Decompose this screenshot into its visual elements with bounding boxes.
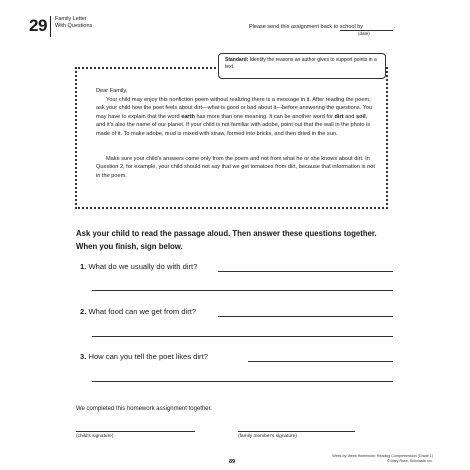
question-3-text: How can you tell the poet likes dirt?: [88, 352, 208, 361]
answer-1-line-2[interactable]: [92, 290, 393, 291]
header-divider: [50, 16, 51, 37]
letter-paragraph-1: [96, 96, 378, 138]
footer-page-number: 89: [229, 459, 236, 465]
question-2: [80, 307, 196, 316]
p1-text-a: Your child may enjoy this nonfiction poem without realizing there is a message in it. After reading the poem, ask your child how the poet feels about dirt—what is good or bad about it—before answering the questions. You may have to explain that the word: [96, 97, 373, 120]
question-2-number: 2.: [80, 307, 87, 316]
instructions: Ask your child to read the passage aloud. Then answer these questions together. When you finish, sign below.: [76, 229, 377, 251]
return-date-note: Please send this assignment back to school by: [249, 24, 364, 30]
letter-paragraph-2: [96, 155, 378, 180]
question-2-text: What food can we get from dirt?: [88, 307, 197, 316]
assignment-type-line2: With Questions: [55, 23, 93, 29]
question-3: [80, 352, 208, 361]
standard-text: Identify the reasons an author gives to support points in a text.: [225, 57, 377, 70]
word-dirt: dirt: [334, 113, 344, 120]
p1-text-and: and: [343, 113, 356, 120]
p1-text-c: , and it's also the name of our planet. If your child is not familiar with adobe, point out that the wall in the photo is made of it. To make adobe, mud is mixed with straw, formed into bricks, and then dried in the sun.: [96, 113, 371, 137]
answer-2-line-1[interactable]: [218, 316, 393, 317]
completion-statement: We completed this homework assignment together.: [76, 406, 212, 412]
question-3-number: 3.: [80, 352, 87, 361]
footer-credit: [323, 454, 433, 464]
p1-text-b: has more than one meaning. It can be another word for: [194, 113, 335, 120]
letter-greeting: Dear Family,: [96, 88, 128, 94]
standard-prefix: Standard:: [225, 57, 249, 63]
return-date-period: .: [394, 24, 396, 30]
answer-3-line-1[interactable]: [248, 361, 393, 362]
footer-credit-line1: Week-by-Week Homework: Reading Comprehension (Grade 1): [332, 454, 433, 458]
question-1-number: 1.: [80, 262, 87, 271]
child-signature-label: (child's signature): [76, 434, 114, 439]
child-signature-line[interactable]: [76, 431, 195, 432]
question-1: [80, 262, 197, 271]
assignment-type-label: [55, 16, 92, 30]
family-signature-line[interactable]: [238, 431, 355, 432]
footer-credit-line2: © Mary Rose, Scholastic Inc.: [386, 459, 433, 463]
return-date-label: (date): [358, 31, 370, 36]
page-number: 29: [29, 16, 47, 35]
assignment-type-line1: Family Letter: [55, 16, 87, 22]
answer-2-line-2[interactable]: [92, 336, 393, 337]
standard-callout: [218, 53, 386, 79]
answer-1-line-1[interactable]: [218, 271, 393, 272]
p2-text: Make sure your child's answers come only from the poem and not from what he or she knows about dirt. In Question 2, for example, your child should not say that we get tomatoes from dirt, because that information is not in the poem.: [96, 156, 375, 179]
question-1-text: What do we usually do with dirt?: [88, 262, 198, 271]
family-signature-label: (family member's signature): [238, 434, 298, 439]
word-earth: earth: [181, 113, 195, 120]
answer-3-line-2[interactable]: [92, 381, 393, 382]
word-soil: soil: [355, 113, 366, 120]
